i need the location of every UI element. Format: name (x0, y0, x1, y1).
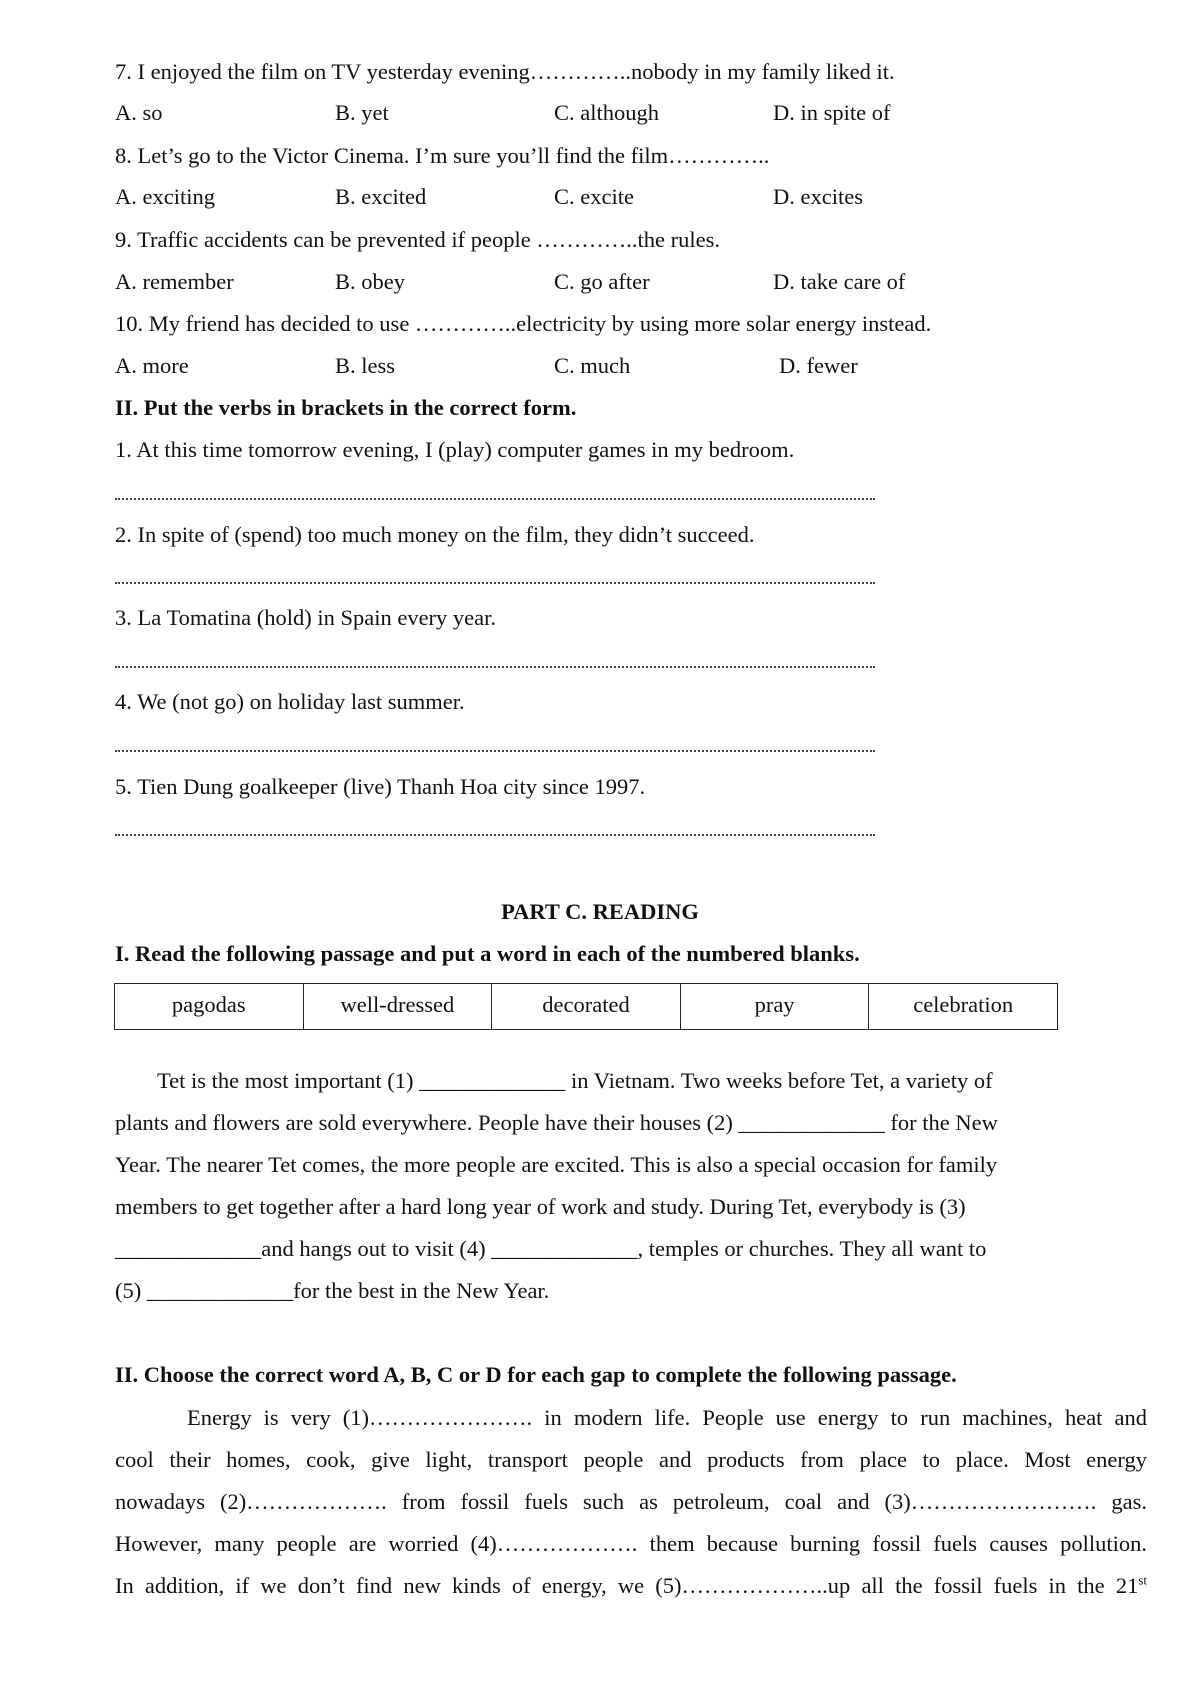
option-7a: A. so (115, 100, 163, 125)
word-box-item: well-dressed (303, 984, 492, 1030)
question-9: 9. Traffic accidents can be prevented if people …………..the rules. (115, 227, 721, 252)
option-10a: A. more (115, 353, 189, 378)
reading-1-line-5: _____________and hangs out to visit (4) _____________, temples or churches. They all want to (115, 1236, 987, 1261)
answer-line-3[interactable] (115, 666, 875, 668)
option-10b: B. less (335, 353, 396, 378)
reading-2-line-5-text (115, 1565, 1147, 1607)
word-box-item: pray (680, 984, 869, 1030)
verb-item-2: 2. In spite of (spend) too much money on the film, they didn’t succeed. (115, 522, 755, 547)
answer-line-2[interactable] (115, 582, 875, 584)
reading-2-line-1-text: Energy is very (1)…………………. in modern life. People use energy to run machines, heat and (187, 1405, 1147, 1430)
reading-2-line-3-text: nowadays (2)………………. from fossil fuels such as petroleum, coal and (3)……………………. gas. (115, 1489, 1147, 1514)
word-box-item: celebration (869, 984, 1058, 1030)
option-9d: D. take care of (773, 269, 906, 294)
word-box-item: decorated (492, 984, 681, 1030)
section-2-heading: II. Put the verbs in brackets in the correct form. (115, 395, 577, 420)
option-7c: C. although (554, 100, 659, 125)
reading-2-line-2-text: cool their homes, cook, give light, transport people and products from place to place. Most energy (115, 1447, 1147, 1472)
verb-item-1: 1. At this time tomorrow evening, I (play) computer games in my bedroom. (115, 437, 795, 462)
reading-1-line-4: members to get together after a hard long year of work and study. During Tet, everybody is (3) (115, 1194, 966, 1219)
reading-1-line-6: (5) _____________for the best in the New Year. (115, 1278, 550, 1303)
reading-2-line-5 (115, 1565, 1147, 1607)
option-8c: C. excite (554, 184, 634, 209)
option-8d: D. excites (773, 184, 863, 209)
ordinal-superscript: st (1138, 1572, 1147, 1588)
word-box (114, 983, 1058, 1030)
question-7: 7. I enjoyed the film on TV yesterday evening…………..nobody in my family liked it. (115, 59, 895, 84)
answer-line-5[interactable] (115, 834, 875, 836)
reading-1-heading: I. Read the following passage and put a word in each of the numbered blanks. (115, 941, 860, 966)
option-10d: D. fewer (779, 353, 858, 378)
option-8a: A. exciting (115, 184, 215, 209)
word-box-item: pagodas (115, 984, 304, 1030)
reading-1-line-1: Tet is the most important (1) _____________ in Vietnam. Two weeks before Tet, a variety of (157, 1068, 993, 1093)
option-9a: A. remember (115, 269, 234, 294)
option-10c: C. much (554, 353, 631, 378)
reading-2-line-5-main: In addition, if we don’t find new kinds of energy, we (5)………………..up all the fossil fuels in the 21 (115, 1573, 1139, 1598)
reading-2-line-2 (115, 1439, 1147, 1481)
question-8: 8. Let’s go to the Victor Cinema. I’m sure you’ll find the film………….. (115, 143, 770, 168)
verb-item-3: 3. La Tomatina (hold) in Spain every year. (115, 605, 497, 630)
answer-line-1[interactable] (115, 498, 875, 500)
option-7b: B. yet (335, 100, 389, 125)
reading-1-line-3: Year. The nearer Tet comes, the more people are excited. This is also a special occasion for family (115, 1152, 998, 1177)
option-8b: B. excited (335, 184, 427, 209)
reading-1-line-2: plants and flowers are sold everywhere. People have their houses (2) _____________ for the New (115, 1110, 998, 1135)
reading-2-heading: II. Choose the correct word A, B, C or D for each gap to complete the following passage. (115, 1362, 957, 1387)
verb-item-4: 4. We (not go) on holiday last summer. (115, 689, 465, 714)
option-9b: B. obey (335, 269, 405, 294)
reading-2-line-3 (115, 1481, 1147, 1523)
question-10: 10. My friend has decided to use …………..electricity by using more solar energy instead. (115, 311, 932, 336)
part-c-title: PART C. READING (501, 899, 699, 924)
reading-2-line-4-text: However, many people are worried (4)………………. them because burning fossil fuels causes pollution. (115, 1531, 1147, 1556)
option-7d: D. in spite of (773, 100, 891, 125)
verb-item-5: 5. Tien Dung goalkeeper (live) Thanh Hoa city since 1997. (115, 774, 646, 799)
reading-2-line-4 (115, 1523, 1147, 1565)
option-9c: C. go after (554, 269, 650, 294)
answer-line-4[interactable] (115, 750, 875, 752)
reading-2-line-1 (187, 1397, 1147, 1439)
